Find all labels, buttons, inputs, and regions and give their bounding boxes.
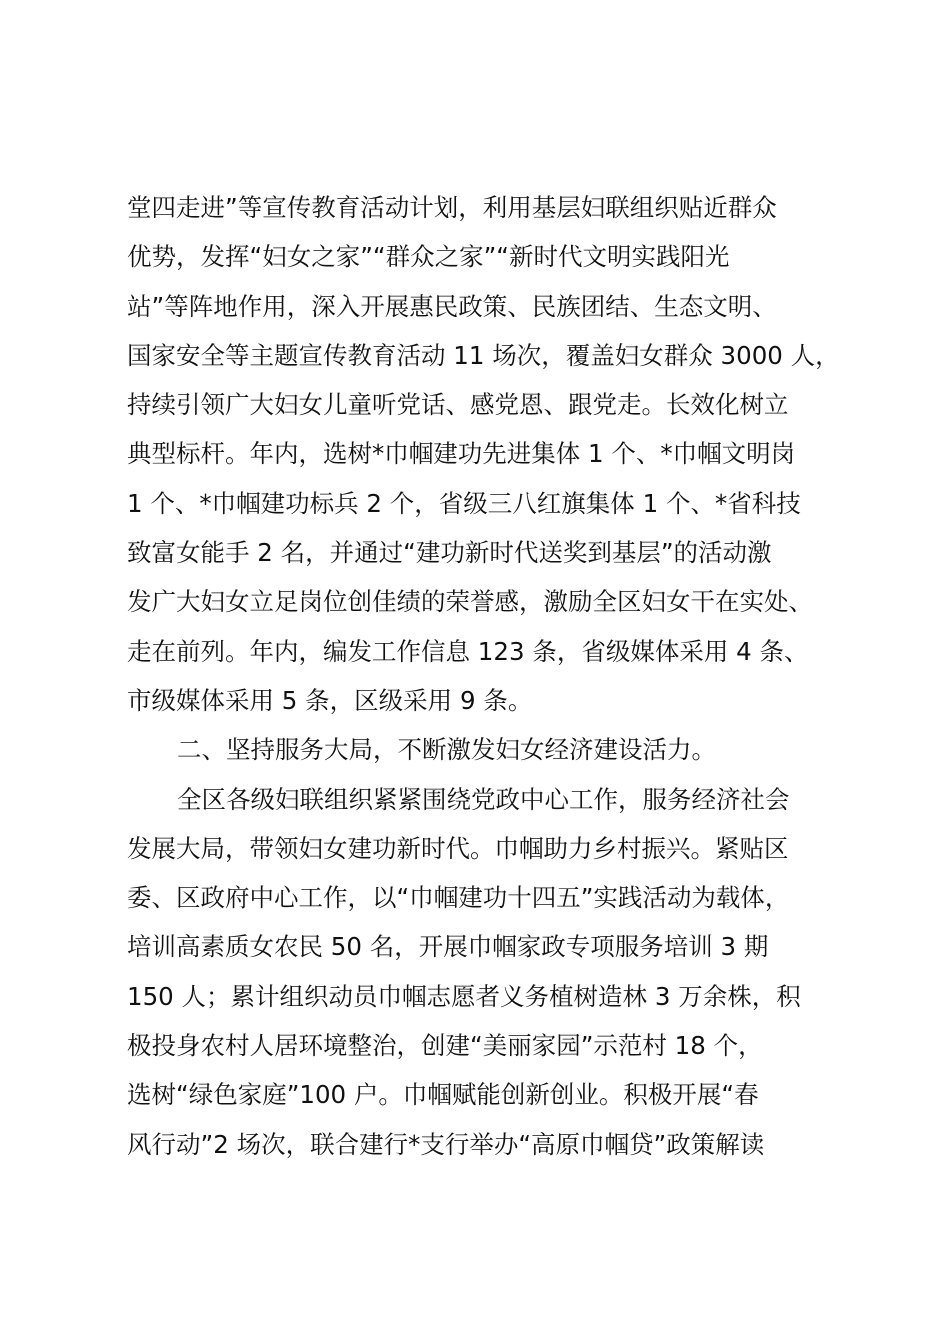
paragraph-line: 委、区政府中心工作，以“巾帼建功十四五”实践活动为载体， [127,883,790,913]
paragraph-line: 持续引领广大妇女儿童听党话、感党恩、跟党走。长效化树立 [127,390,789,420]
paragraph-line: 堂四走进”等宣传教育活动计划，利用基层妇联组织贴近群众 [127,193,777,222]
paragraph-line: 发广大妇女立足岗位创佳绩的荣誉感，激励全区妇女干在实处、 [127,587,813,617]
paragraph-line: 致富女能手 2 名，并通过“建功新时代送奖到基层”的活动激 [127,538,772,568]
paragraph-line: 极投身农村人居环境整治，创建“美丽家园”示范村 18 个， [127,1031,763,1061]
section-heading: 二、坚持服务大局，不断激发妇女经济建设活力。 [177,735,716,765]
paragraph-line: 选树“绿色家庭”100 户。巾帼赋能创新创业。积极开展“春 [127,1080,759,1110]
paragraph-line: 培训高素质女农民 50 名，开展巾帼家政专项服务培训 3 期 [127,932,769,962]
paragraph-line: 优势，发挥“妇女之家”“群众之家”“新时代文明实践阳光 [127,242,730,272]
paragraph-line: 典型标杆。年内，选树*巾帼建功先进集体 1 个、*巾帼文明岗 [127,439,796,469]
paragraph-line: 国家安全等主题宣传教育活动 11 场次，覆盖妇女群众 3000 人， [127,340,840,370]
paragraph-first-line: 全区各级妇联组织紧紧围绕党政中心工作，服务经济社会 [177,784,790,814]
paragraph-line: 走在前列。年内，编发工作信息 123 条，省级媒体采用 4 条、 [127,636,809,666]
paragraph-line: 站”等阵地作用，深入开展惠民政策、民族团结、生态文明、 [127,291,777,321]
paragraph-line: 风行动”2 场次，联合建行*支行举办“高原巾帼贷”政策解读 [127,1129,765,1159]
paragraph-line: 1 个、*巾帼建功标兵 2 个，省级三八红旗集体 1 个、*省科技 [127,488,801,518]
paragraph-line: 发展大局，带领妇女建功新时代。巾帼助力乡村振兴。紧贴区 [127,833,789,863]
paragraph-line: 150 人；累计组织动员巾帼志愿者义务植树造林 3 万余株，积 [127,981,801,1011]
document-body [127,183,847,1169]
paragraph-line: 市级媒体采用 5 条，区级采用 9 条。 [127,685,533,715]
